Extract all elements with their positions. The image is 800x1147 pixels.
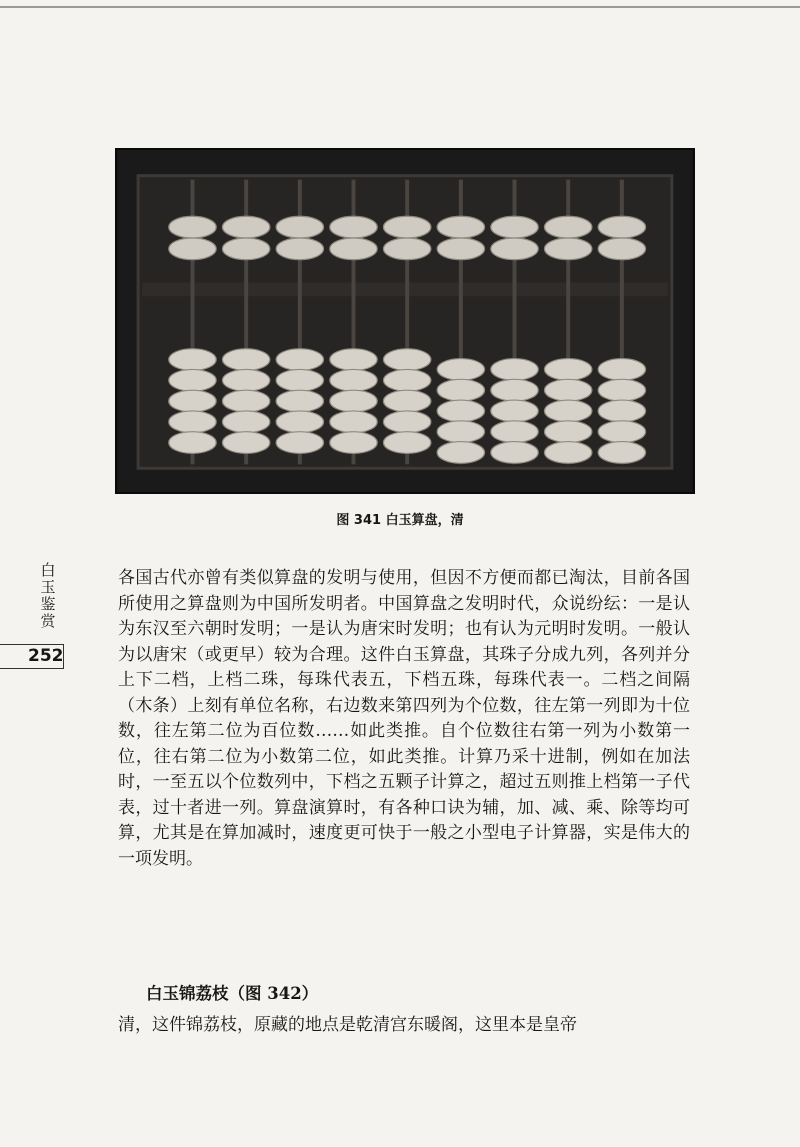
lower-bead <box>383 390 430 412</box>
lower-bead <box>491 421 538 443</box>
section-paragraph: 清，这件锦荔枝，原藏的地点是乾清宫东暖阁，这里本是皇帝 <box>118 1015 577 1035</box>
upper-bead <box>169 216 216 238</box>
lower-bead <box>544 400 591 422</box>
lower-bead <box>222 432 269 454</box>
lower-bead <box>276 390 323 412</box>
upper-bead <box>222 238 269 260</box>
lower-bead <box>276 411 323 433</box>
lower-bead <box>222 390 269 412</box>
lower-bead <box>598 379 645 401</box>
lower-bead <box>330 390 377 412</box>
lower-bead <box>437 421 484 443</box>
lower-bead <box>330 432 377 454</box>
upper-bead <box>437 216 484 238</box>
lower-bead <box>276 432 323 454</box>
lower-bead <box>598 442 645 464</box>
upper-bead <box>330 238 377 260</box>
upper-bead <box>383 238 430 260</box>
lower-bead <box>169 432 216 454</box>
lower-bead <box>491 379 538 401</box>
figure-caption: 图 341 白玉算盘，清 <box>336 513 464 528</box>
lower-bead <box>491 359 538 381</box>
upper-bead <box>598 238 645 260</box>
lower-bead <box>383 411 430 433</box>
lower-bead <box>169 349 216 371</box>
body-paragraph: 各国古代亦曾有类似算盘的发明与使用，但因不方便而都已淘汰，目前各国所使用之算盘则为中国所发明者。中国算盘之发明时代，众说纷纭：一是认为东汉至六朝时发明；一是认为唐宋时发明；也有认为元明时发明。一般认为以唐宋（或更早）较为合理。这件白玉算盘，其珠子分成九列，各列并分上下二档，上档二珠，每珠代表五，下档五珠，每珠代表一。二档之间隔（木条）上刻有单位名称，右边数来第四列为个位数，往左第一列即为十位数，往左第二位为百位数……如此类推。自个位数往右第一列为小数第一位，往右第二位为小数第二位，如此类推。计算乃采十进制，例如在加法时，一至五以个位数列中，下档之五颗子计算之，超过五则推上档第一子代表，过十者进一列。算盘演算时，有各种口诀为辅，加、减、乘、除等均可算，尤其是在算加减时，速度更可快于一般之小型电子计算器，实是伟大的一项发明。 <box>118 568 690 869</box>
lower-bead <box>437 379 484 401</box>
lower-bead <box>169 369 216 391</box>
book-title-vertical <box>40 562 56 630</box>
book-title-char: 玉 <box>40 578 56 596</box>
lower-bead <box>437 400 484 422</box>
book-title-char: 赏 <box>40 612 56 630</box>
page-number: 252 <box>28 646 64 666</box>
upper-bead <box>437 238 484 260</box>
lower-bead <box>544 359 591 381</box>
lower-bead <box>491 442 538 464</box>
upper-bead <box>544 216 591 238</box>
lower-bead <box>330 369 377 391</box>
lower-bead <box>169 411 216 433</box>
upper-bead <box>222 216 269 238</box>
lower-bead <box>598 421 645 443</box>
lower-bead <box>544 442 591 464</box>
lower-bead <box>544 421 591 443</box>
lower-bead <box>222 349 269 371</box>
upper-bead <box>491 216 538 238</box>
lower-bead <box>598 400 645 422</box>
upper-bead <box>598 216 645 238</box>
lower-bead <box>276 349 323 371</box>
upper-bead <box>544 238 591 260</box>
upper-bead <box>383 216 430 238</box>
lower-bead <box>598 359 645 381</box>
lower-bead <box>544 379 591 401</box>
lower-bead <box>437 359 484 381</box>
lower-bead <box>330 349 377 371</box>
upper-bead <box>330 216 377 238</box>
lower-bead <box>222 369 269 391</box>
book-title-char: 白 <box>40 561 56 579</box>
upper-bead <box>169 238 216 260</box>
page-top-rule <box>0 6 800 8</box>
abacus-illustration <box>117 150 693 492</box>
lower-bead <box>276 369 323 391</box>
upper-bead <box>491 238 538 260</box>
lower-bead <box>383 349 430 371</box>
section-heading: 白玉锦荔枝（图 342） <box>146 984 319 1003</box>
lower-bead <box>437 442 484 464</box>
upper-bead <box>276 238 323 260</box>
abacus-photo <box>115 148 695 494</box>
lower-bead <box>222 411 269 433</box>
lower-bead <box>383 432 430 454</box>
upper-bead <box>276 216 323 238</box>
lower-bead <box>383 369 430 391</box>
lower-bead <box>491 400 538 422</box>
lower-bead <box>330 411 377 433</box>
book-title-char: 鉴 <box>40 595 56 613</box>
lower-bead <box>169 390 216 412</box>
